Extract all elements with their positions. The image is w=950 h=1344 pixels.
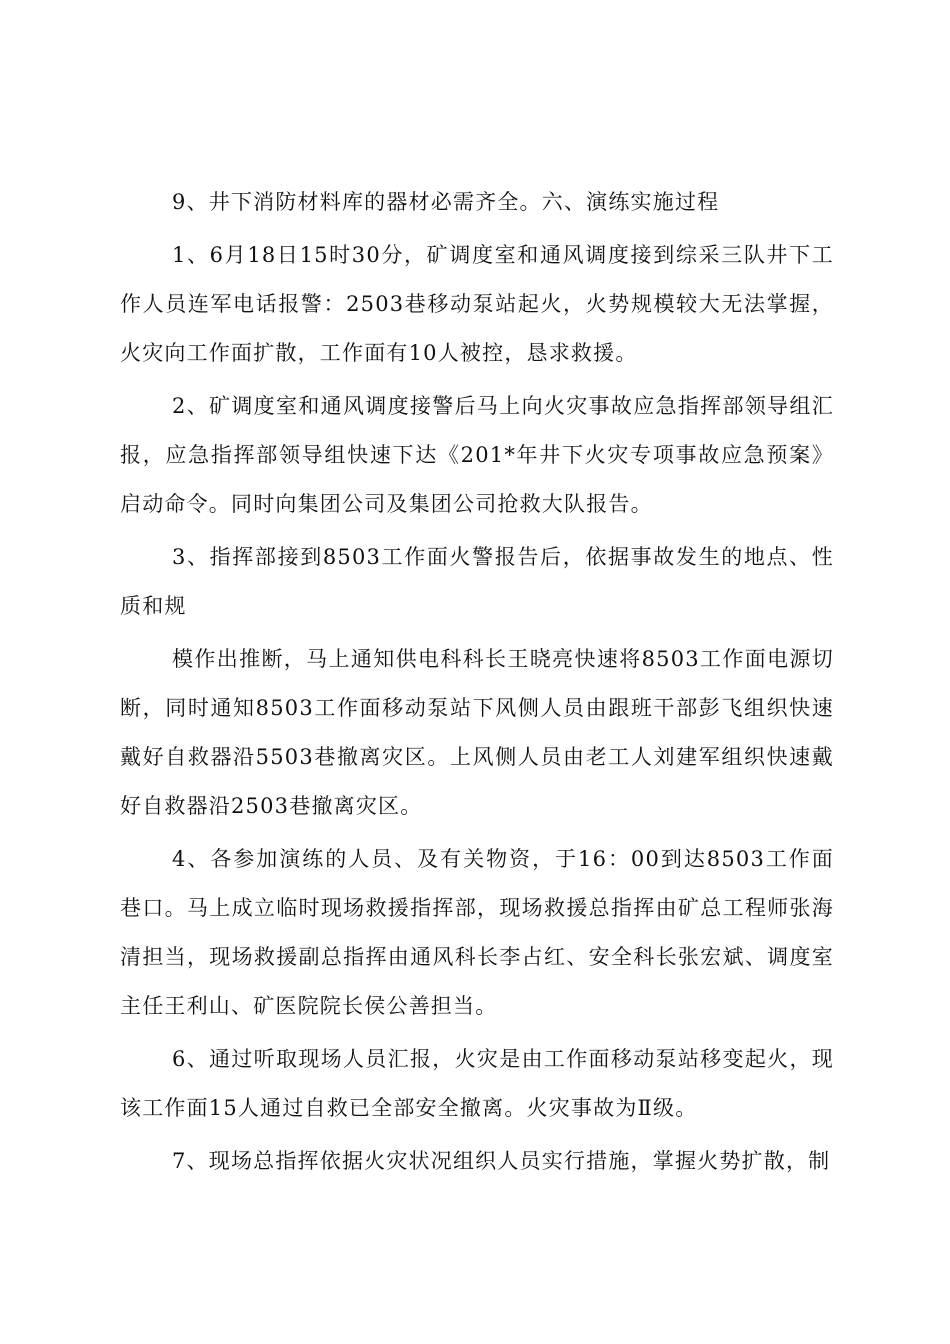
document-body: [120, 178, 834, 1186]
paragraph-step-4: 4、各参加演练的人员、及有关物资，于16：00到达8503工作面巷口。马上成立临时现场救援指挥部，现场救援总指挥由矿总工程师张海清担当，现场救援副总指挥由通风科长李占红、安全科长张宏斌、调度室主任王利山、矿医院院长侯公善担当。: [120, 847, 834, 1018]
paragraph-step-3-continued: 模作出推断，马上通知供电科科长王晓亮快速将8503工作面电源切断，同时通知8503工作面移动泵站下风侧人员由跟班干部彭飞组织快速戴好自救器沿5503巷撤离灾区。上风侧人员由老工人刘建军组织快速戴好自救器沿2503巷撤离灾区。: [120, 647, 834, 818]
paragraph-step-6: 6、通过听取现场人员汇报，火灾是由工作面移动泵站移变起火，现该工作面15人通过自救已全部安全撤离。火灾事故为Ⅱ级。: [120, 1047, 834, 1120]
paragraph-step-7: 7、现场总指挥依据火灾状况组织人员实行措施，掌握火势扩散，制: [172, 1149, 831, 1173]
paragraph-step-2: 2、矿调度室和通风调度接警后马上向火灾事故应急指挥部领导组汇报，应急指挥部领导组快速下达《201*年井下火灾专项事故应急预案》启动命令。同时向集团公司及集团公司抢救大队报告。: [120, 394, 834, 516]
paragraph-step-3: 3、指挥部接到8503工作面火警报告后，依据事故发生的地点、性质和规: [120, 545, 834, 618]
paragraph-item-9: 9、井下消防材料库的器材必需齐全。六、演练实施过程: [172, 190, 720, 214]
paragraph-step-1: 1、6月18日15时30分，矿调度室和通风调度接到综采三队井下工作人员连军电话报警：2503巷移动泵站起火，火势规模较大无法掌握，火灾向工作面扩散，工作面有10人被控，恳求救援。: [120, 243, 834, 365]
